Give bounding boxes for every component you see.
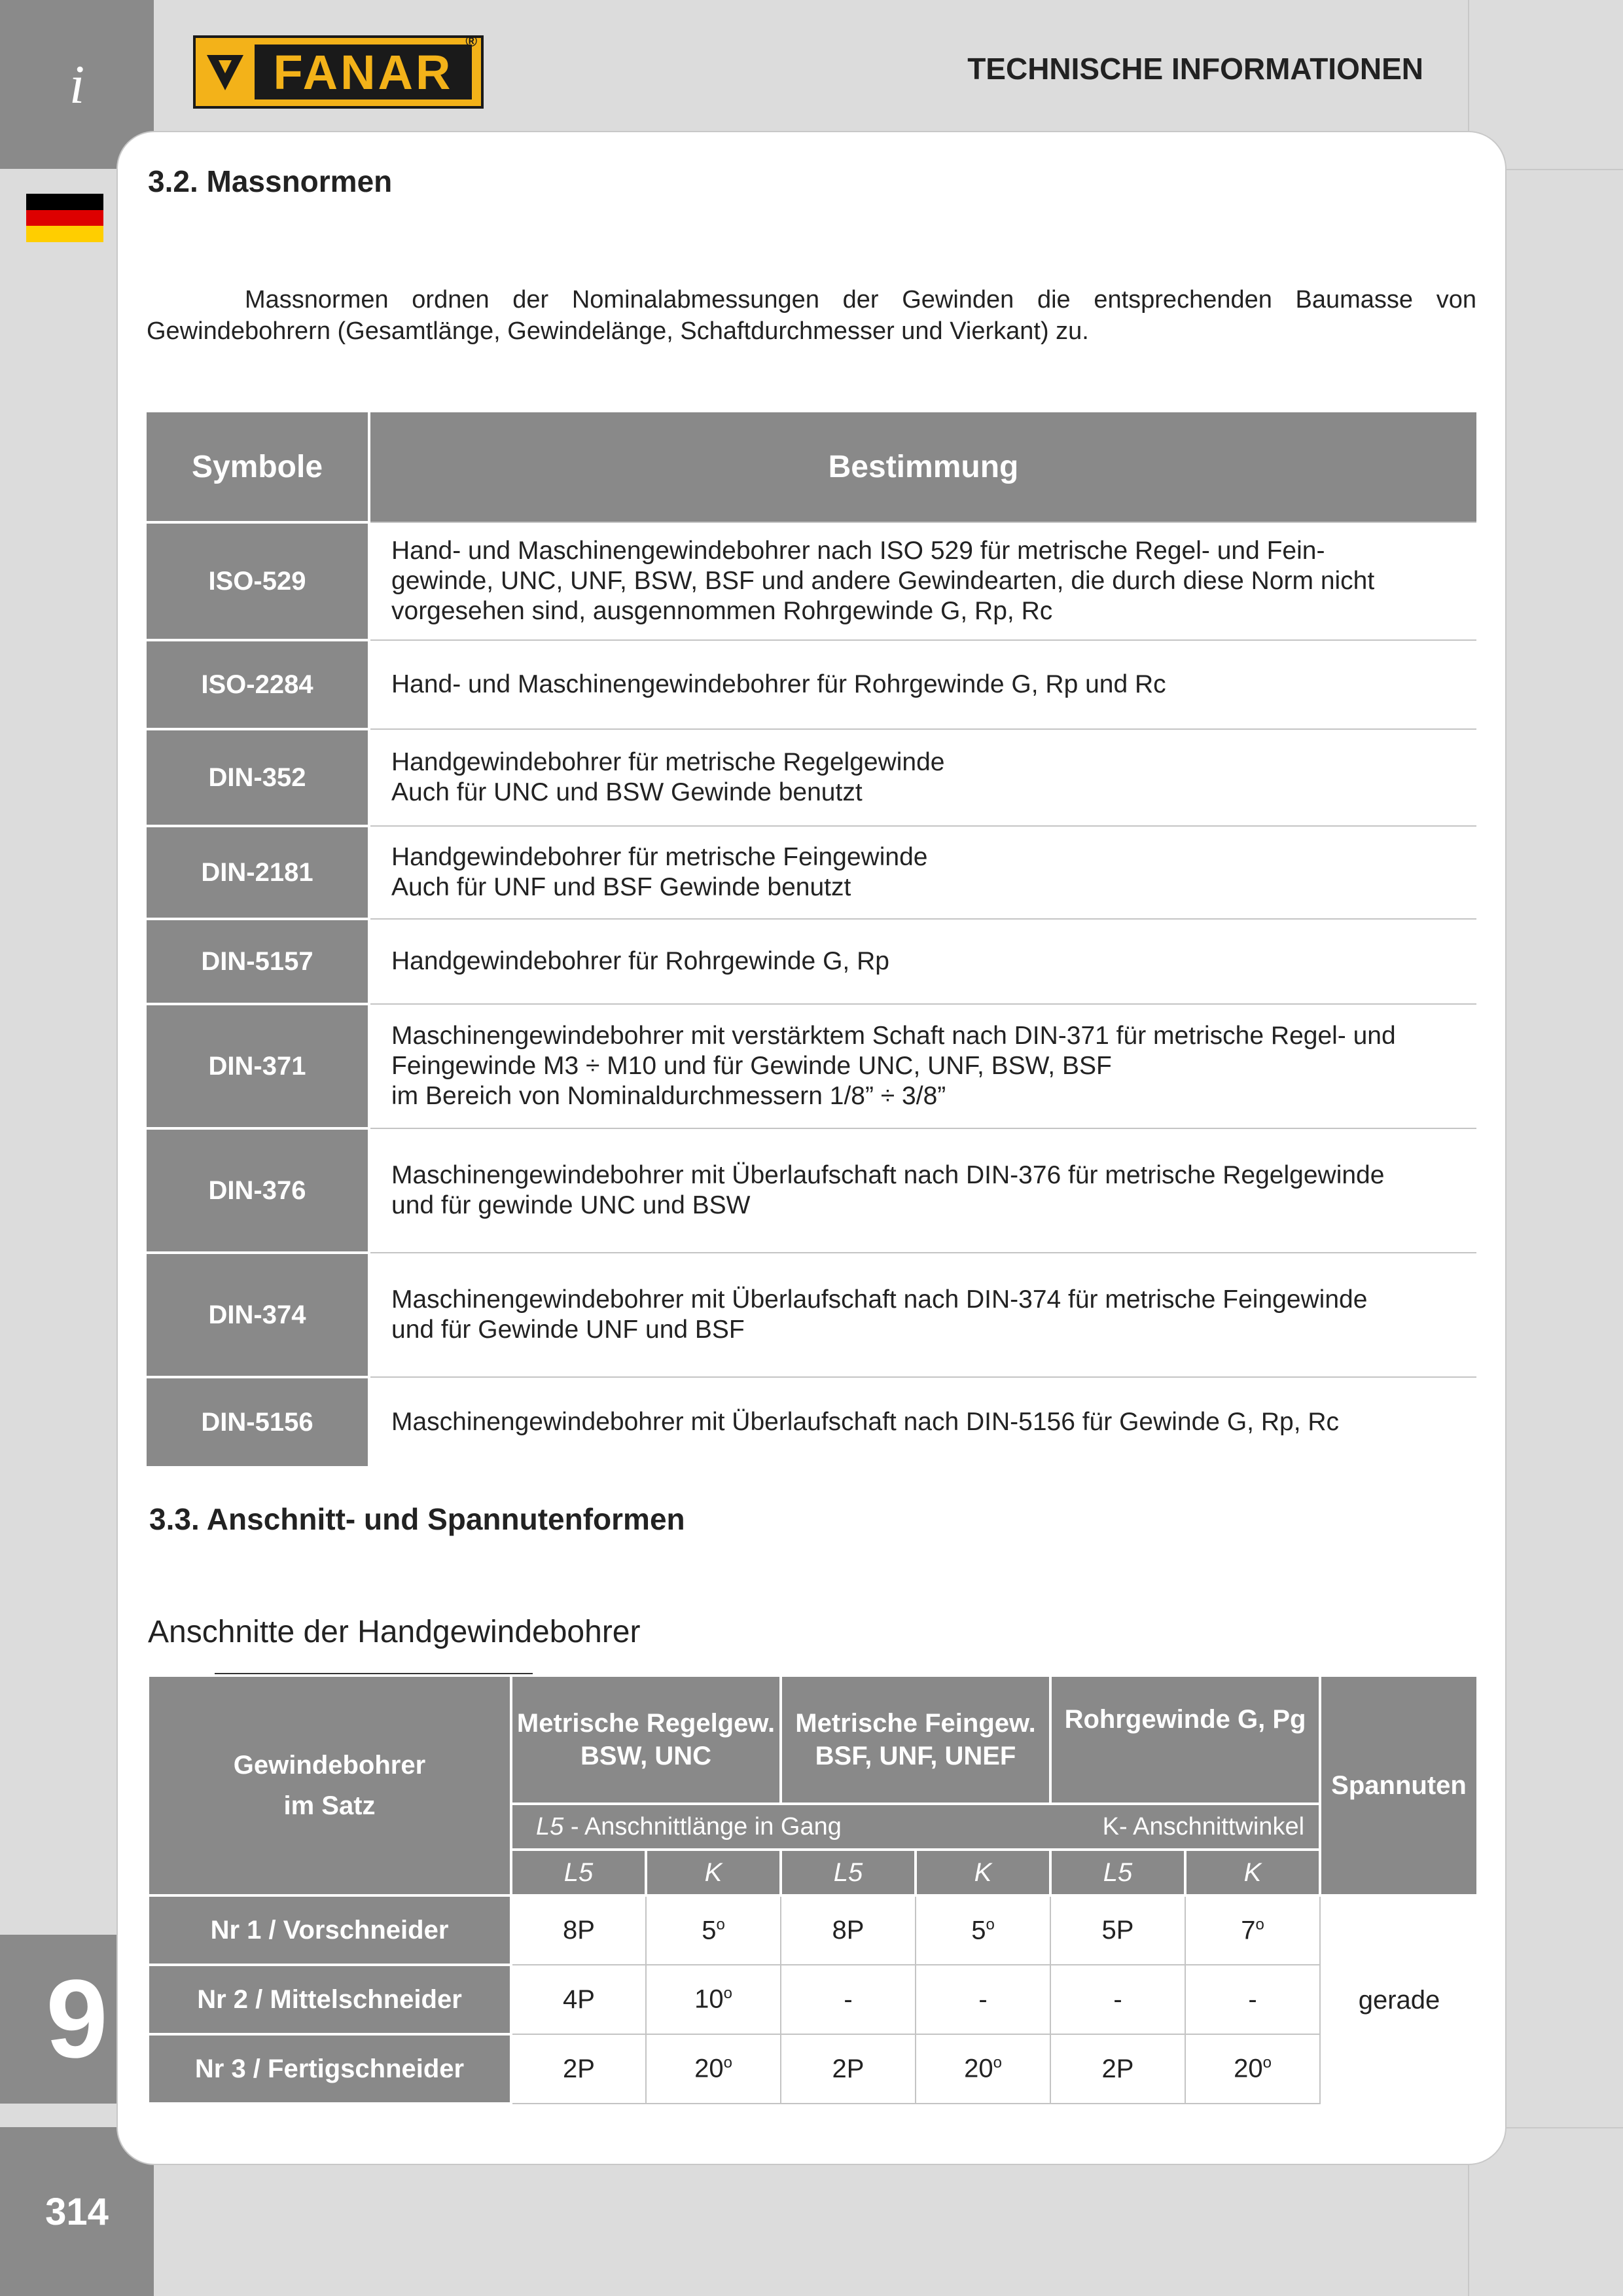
column-group-regelgewinde <box>511 1676 781 1804</box>
degree-mark: o <box>1255 1915 1264 1933</box>
norm-description <box>369 522 1476 640</box>
description-line: Maschinengewindebohrer mit Überlaufschaft nach DIN-374 für metrische Feingewinde <box>391 1285 1368 1314</box>
german-flag-icon <box>26 194 103 242</box>
cell-value: 2P <box>563 2054 595 2083</box>
cell-value: 20 <box>1234 2054 1263 2083</box>
column-header-gewindebohrer <box>148 1676 511 1895</box>
corner-line-2: im Satz <box>283 1791 376 1820</box>
cell-angle <box>916 1965 1050 2034</box>
page-title: TECHNISCHE INFORMATIONEN <box>967 52 1423 86</box>
cell-value: 5 <box>702 1916 717 1945</box>
norm-code: DIN-371 <box>147 1004 369 1128</box>
cell-value: 20 <box>964 2054 993 2083</box>
cell-length <box>781 1965 916 2034</box>
tap-name: Nr 1 / Vorschneider <box>148 1895 511 1965</box>
norm-description <box>369 826 1476 919</box>
intro-paragraph: Massnormen ordnen der Nominalabmessungen der Gewinden die entsprechenden Baumasse von Gewindebohrern (Gesamtlänge, Gewindelänge, Schaftdurchmesser und Vierkant) zu. <box>147 286 1476 345</box>
description-line: Auch für UNF und BSF Gewinde benutzt <box>391 873 851 901</box>
cell-angle <box>646 1895 781 1965</box>
norm-code: ISO-2284 <box>147 640 369 729</box>
flag-stripe-red <box>26 210 103 226</box>
logo-text <box>255 33 480 99</box>
cell-value: 8P <box>563 1916 595 1945</box>
cell-length <box>1050 2034 1185 2104</box>
cell-value: - <box>1113 1984 1122 2014</box>
norm-code: DIN-352 <box>147 729 369 826</box>
cell-length <box>1050 1965 1185 2034</box>
column-header-symbole: Symbole <box>147 412 369 522</box>
subheader-kappa: K <box>646 1850 781 1895</box>
norm-description <box>369 1004 1476 1128</box>
table-row <box>148 1965 1478 2034</box>
table-row <box>148 2034 1478 2104</box>
cell-value: - <box>978 1984 988 2014</box>
table-row <box>147 1004 1476 1128</box>
cell-value: 20 <box>694 2054 724 2083</box>
norm-description <box>369 1128 1476 1253</box>
group-label-line: BSW, UNC <box>580 1742 711 1770</box>
cell-value: 2P <box>1101 2054 1134 2083</box>
degree-mark: o <box>723 1984 732 2003</box>
legend-l5-symbol: L5 <box>536 1813 564 1840</box>
cell-value: 8P <box>832 1916 865 1945</box>
description-line: Handgewindebohrer für Rohrgewinde G, Rp <box>391 947 889 975</box>
cell-length <box>511 1895 646 1965</box>
subheader-kappa: K <box>1185 1850 1320 1895</box>
flag-stripe-gold <box>26 226 103 242</box>
corner-line-1: Gewindebohrer <box>233 1751 426 1780</box>
cell-length <box>511 2034 646 2104</box>
cell-value: 5 <box>971 1916 986 1945</box>
cell-length <box>511 1965 646 2034</box>
description-line: im Bereich von Nominaldurchmessern 1/8” ÷ 3/8” <box>391 1082 946 1110</box>
table-row <box>147 1128 1476 1253</box>
table-row <box>147 640 1476 729</box>
description-line: gewinde, UNC, UNF, BSW, BSF und andere Gewindearten, die durch diese Norm nicht <box>391 567 1375 595</box>
description-line: vorgesehen sind, ausgennommen Rohrgewinde G, Rp, Rc <box>391 597 1053 625</box>
description-line: Hand- und Maschinengewindebohrer für Rohrgewinde G, Rp und Rc <box>391 670 1166 698</box>
column-group-rohrgewinde <box>1050 1676 1320 1804</box>
column-group-feingewinde <box>781 1676 1050 1804</box>
description-line: Handgewindebohrer für metrische Regelgewinde <box>391 748 945 776</box>
massnormen-table <box>147 412 1476 1466</box>
cell-length <box>1050 1895 1185 1965</box>
degree-mark: o <box>986 1915 995 1933</box>
degree-mark: o <box>723 2054 732 2072</box>
description-line: und für Gewinde UNF und BSF <box>391 1316 745 1344</box>
description-line: Maschinengewindebohrer mit Überlaufschaft nach DIN-376 für metrische Regelgewinde <box>391 1161 1385 1189</box>
description-line: Auch für UNC und BSW Gewinde benutzt <box>391 778 863 806</box>
description-line: Maschinengewindebohrer mit Überlaufschaft nach DIN-5156 für Gewinde G, Rp, Rc <box>391 1407 1340 1436</box>
spannuten-value: gerade <box>1358 1985 1440 2015</box>
group-label-line: BSF, UNF, UNEF <box>815 1742 1016 1770</box>
cell-angle <box>646 2034 781 2104</box>
cell-angle <box>1185 1965 1320 2034</box>
subheader-l5: L5 <box>1050 1850 1185 1895</box>
cell-angle <box>646 1965 781 2034</box>
group-label-line: Metrische Feingew. <box>795 1709 1036 1738</box>
column-header-bestimmung: Bestimmung <box>369 412 1476 522</box>
tap-name: Nr 2 / Mittelschneider <box>148 1965 511 2034</box>
subheader-l5: L5 <box>511 1850 646 1895</box>
cell-angle <box>916 1895 1050 1965</box>
degree-mark: o <box>1262 2054 1272 2072</box>
norm-description <box>369 729 1476 826</box>
legend-l5-text: - Anschnittlänge in Gang <box>563 1813 842 1840</box>
cell-angle <box>1185 1895 1320 1965</box>
subheader-l5: L5 <box>781 1850 916 1895</box>
subheading-handgewindebohrer: Anschnitte der Handgewindebohrer <box>148 1615 641 1649</box>
cell-length <box>781 2034 916 2104</box>
norm-code: DIN-5157 <box>147 919 369 1004</box>
description-line: und für gewinde UNC und BSW <box>391 1191 751 1219</box>
cell-value: 5P <box>1101 1916 1134 1945</box>
table-row <box>147 1377 1476 1466</box>
description-line: Hand- und Maschinengewindebohrer nach ISO 529 für metrische Regel- und Fein- <box>391 537 1325 565</box>
norm-description <box>369 640 1476 729</box>
fanar-logo <box>193 35 484 109</box>
norm-code: DIN-376 <box>147 1128 369 1253</box>
description-line: Maschinengewindebohrer mit verstärktem Schaft nach DIN-371 für metrische Regel- und <box>391 1022 1396 1050</box>
cell-angle <box>1185 2034 1320 2104</box>
description-line: Handgewindebohrer für metrische Feingewinde <box>391 843 928 871</box>
logo-wordmark: FANAR <box>273 45 454 99</box>
table-row <box>147 729 1476 826</box>
legend-kappa-symbol: K <box>1102 1813 1119 1840</box>
cell-value: - <box>844 1984 853 2014</box>
logo-v-icon <box>196 38 255 106</box>
cell-value: 10 <box>694 1984 724 2014</box>
table-header-row <box>147 412 1476 522</box>
table-header-row <box>148 1676 1478 1804</box>
norm-code: ISO-529 <box>147 522 369 640</box>
norm-code: DIN-5156 <box>147 1377 369 1466</box>
section-heading-massnormen: 3.2. Massnormen <box>148 164 393 198</box>
logo-registered: ® <box>465 33 480 50</box>
subheader-kappa: K <box>916 1850 1050 1895</box>
group-label-line: Rohrgewinde G, Pg <box>1064 1705 1306 1734</box>
cell-value: 4P <box>563 1984 595 2014</box>
chapter-number: 9 <box>0 1935 154 2104</box>
degree-mark: o <box>993 2054 1002 2072</box>
description-line: Feingewinde M3 ÷ M10 und für Gewinde UNC, UNF, BSW, BSF <box>391 1052 1112 1080</box>
section-heading-anschnitt: 3.3. Anschnitt- und Spannutenformen <box>149 1502 685 1536</box>
table-row <box>147 919 1476 1004</box>
tap-name: Nr 3 / Fertigschneider <box>148 2034 511 2104</box>
column-header-spannuten: Spannuten <box>1320 1676 1478 1895</box>
table-row <box>147 826 1476 919</box>
norm-code: DIN-2181 <box>147 826 369 919</box>
degree-mark: o <box>716 1915 725 1933</box>
legend-length <box>536 1810 842 1843</box>
group-label-line: Metrische Regelgew. <box>516 1709 776 1738</box>
norm-description <box>369 919 1476 1004</box>
anschnitt-table <box>147 1674 1479 2105</box>
norm-description <box>369 1253 1476 1377</box>
table-row <box>147 522 1476 640</box>
cell-length <box>781 1895 916 1965</box>
page-number: 314 <box>0 2127 154 2296</box>
info-icon: i <box>0 0 154 169</box>
table-row <box>148 1895 1478 1965</box>
cell-value: 7 <box>1241 1916 1256 1945</box>
norm-description <box>369 1377 1476 1466</box>
norm-code: DIN-374 <box>147 1253 369 1377</box>
flag-stripe-black <box>26 194 103 210</box>
cell-value: 2P <box>832 2054 865 2083</box>
legend <box>511 1804 1320 1850</box>
cell-angle <box>916 2034 1050 2104</box>
legend-kappa-text: - Anschnittwinkel <box>1119 1813 1305 1840</box>
legend-angle <box>1103 1810 1304 1843</box>
cell-value: - <box>1248 1984 1257 2014</box>
table-row <box>147 1253 1476 1377</box>
